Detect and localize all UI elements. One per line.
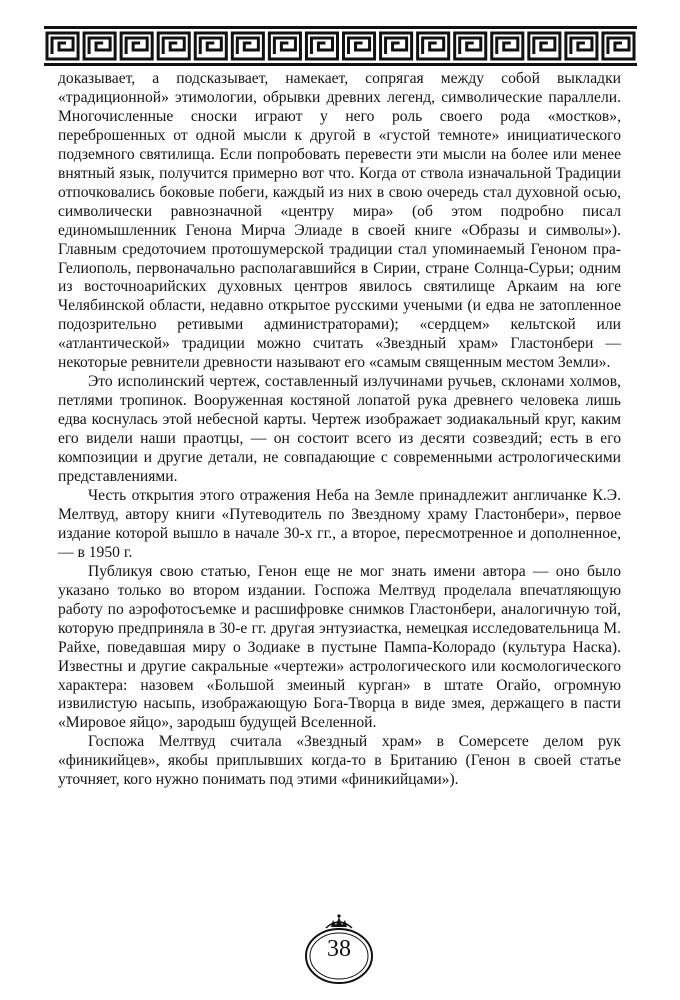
meander-unit <box>269 33 300 59</box>
meander-unit <box>84 33 115 59</box>
meander-unit <box>492 33 523 59</box>
meander-unit <box>418 33 449 59</box>
meander-unit <box>566 33 597 59</box>
meander-unit <box>455 33 486 59</box>
page-number-medallion <box>296 908 382 994</box>
paragraph-4: Публикуя свою статью, Генон еще не мог знать имени автора — оно было указано только во втором издании. Госпожа Мелтвуд проделала впечатляющую работу по аэрофотосъемке и расшифровке снимков Гластонбери, аналогичную той, которую предприняла в 30-е гг. другая энтузиастка, немецкая исследовательница М. Райхе, поведавшая миру о Зодиаке в пустыне Пампа-Колорадо (культура Наска). Известны и другие сакральные «чертежи» астрологического или космологического характера: назовем «Большой змеиный курган» в штате Огайо, огромную извилистую насыпь, изображающую Бога-Творца в виде змея, держащего в пасти «Мировое яйцо», зародыш будущей Вселенной. <box>58 562 621 732</box>
meander-unit <box>158 33 189 59</box>
meander-unit <box>344 33 375 59</box>
greek-key-ornament-icon <box>44 29 637 63</box>
paragraph-3: Честь открытия этого отражения Неба на Земле принадлежит англичанке К.Э. Мелтвуд, автору книги «Путеводитель по Звездному храму Гластонбери», первое издание которой вышло в начале 30-х гг., а второе, пересмотренное и дополненное, — в 1950 г. <box>58 486 621 561</box>
greek-key-border <box>44 26 637 66</box>
meander-unit <box>381 33 412 59</box>
meander-unit <box>121 33 152 59</box>
meander-unit <box>195 33 226 59</box>
paragraph-5: Госпожа Мелтвуд считала «Звездный храм» в Сомерсете делом рук «финикийцев», якобы приплывших когда-то в Британию (Генон в своей статье уточняет, кого нужно понимать под этими «финикийцами»). <box>58 733 621 789</box>
meander-unit <box>603 33 634 59</box>
meander-unit <box>306 33 337 59</box>
paragraph-1: доказывает, а подсказывает, намекает, сопрягая между собой выкладки «традиционной» этимологии, обрывки древних легенд, символические параллели. Многочисленные сноски играют у него роль своего рода «мостков», переброшенных от одной мысли к другой в «густой темноте» инициатического подземного святилища. Если попробовать перевести эти мысли на более или менее внятный язык, получится примерно вот что. Когда от ствола изначальной Традиции отпочковались боковые побеги, каждый из них в свою очередь стал духовной осью, символически равнозначной «центру мира» (об этом подробно писал единомышленник Генона Мирча Элиаде в своей книге «Образы и символы»). Главным средоточием протошумерской традиции стал упоминаемый Геноном пра-Гелиополь, первоначально располагавшийся в Сирии, стране Солнца-Сурьи; одним из восточноарийских духовных центров явилось святилище Аркаим на юге Челябинской области, недавно открытое русскими учеными (и едва не затопленное подозрительно ретивыми администраторами); «сердцем» кельтской или «атлантической» традиции можно считать «Звездный храм» Гластонбери — некоторые ревнители древности называют его «самым священным местом Земли». <box>58 70 621 372</box>
page-number: 38 <box>327 936 351 962</box>
paragraph-2: Это исполинский чертеж, составленный излучинами ручьев, склонами холмов, петлями тропинок. Вооруженная костяной лопатой рука древнего человека лишь едва коснулась этой небесной карты. Чертеж изображает зодиакальный круг, каким его видели наши праотцы, — он состоит всего из десяти созвездий; есть в его композиции и другие детали, не совпадающие с современными астрологическими представлениями. <box>58 373 621 486</box>
meander-unit <box>47 33 78 59</box>
body-text <box>58 70 621 790</box>
meander-unit <box>232 33 263 59</box>
meander-unit <box>529 33 560 59</box>
